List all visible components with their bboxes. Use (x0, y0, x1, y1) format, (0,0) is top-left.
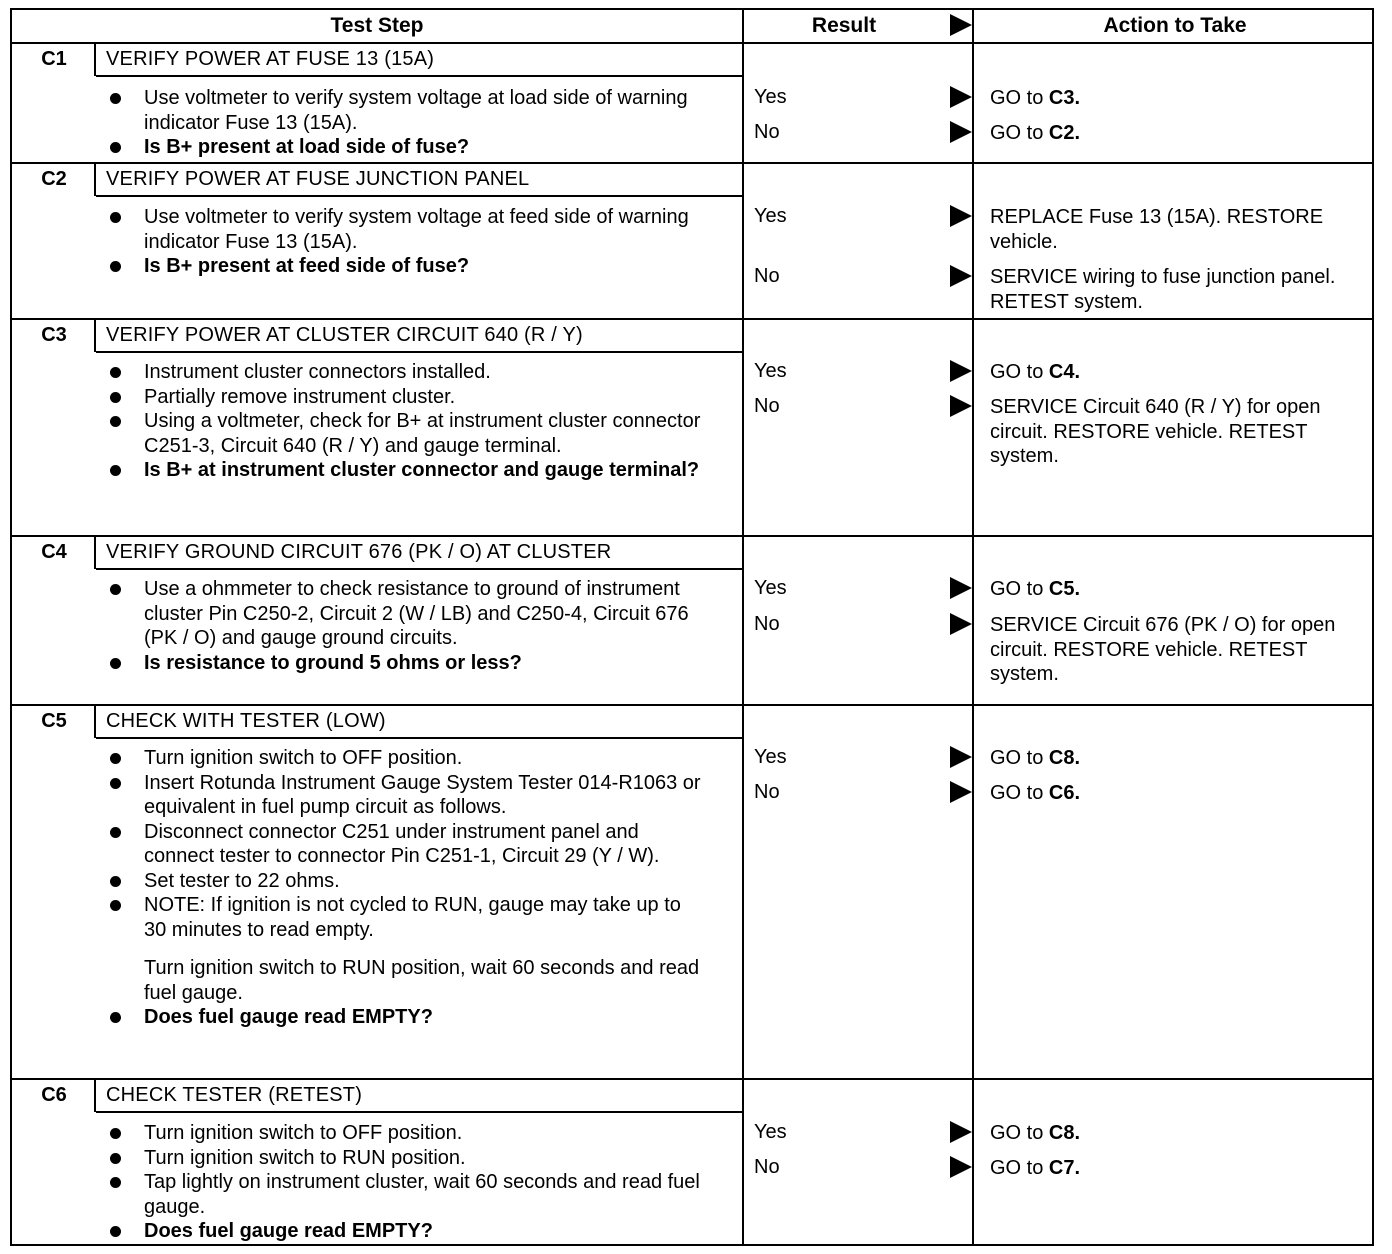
arrow-right-icon (950, 395, 972, 417)
bullet-item: Use voltmeter to verify system voltage at feed side of warning indicator Fuse 13 (15A). (106, 205, 706, 254)
action-text: GO to C8. (990, 747, 1081, 769)
header-test-step: Test Step (330, 14, 424, 37)
step-bullets (106, 86, 706, 160)
action-text: GO to C6. (990, 782, 1081, 804)
arrow-right-icon (950, 1156, 972, 1178)
bullet-item: Use a ohmmeter to check resistance to ground of instrument cluster Pin C250-2, Circuit 2 (W / LB) and C250-4, Circuit 676 (PK / O) and gauge ground circuits. (106, 577, 706, 651)
header-rule (12, 42, 1374, 44)
title-rule (96, 737, 742, 739)
bullet-item: Disconnect connector C251 under instrument panel and connect tester to connector Pin C251-1, Circuit 29 (Y / W). (106, 820, 706, 869)
row-rule (12, 704, 1374, 706)
action-text: GO to C8. (990, 1122, 1081, 1144)
step-id: C2 (41, 168, 67, 190)
arrow-right-icon (950, 86, 972, 108)
title-rule (96, 568, 742, 570)
step-bullets (106, 360, 706, 483)
title-rule (96, 75, 742, 77)
action-step-ref: C6. (1048, 782, 1081, 804)
step-title: CHECK TESTER (RETEST) (106, 1084, 363, 1106)
step-bullets (106, 1121, 706, 1244)
result-no: No (754, 121, 780, 143)
bullet-item: Using a voltmeter, check for B+ at instrument cluster connector C251-3, Circuit 640 (R / Y) and gauge terminal. (106, 409, 706, 458)
action-step-ref: C2. (1048, 122, 1081, 144)
arrow-right-icon (950, 613, 972, 635)
header-arrow-icon (950, 14, 972, 36)
bullet-item: Is resistance to ground 5 ohms or less? (106, 651, 706, 676)
bullet-item: Tap lightly on instrument cluster, wait 60 seconds and read fuel gauge. (106, 1170, 706, 1219)
bullet-item: Is B+ at instrument cluster connector and gauge terminal? (106, 458, 706, 483)
step-title: VERIFY POWER AT CLUSTER CIRCUIT 640 (R / Y) (106, 324, 583, 346)
result-no: No (754, 1156, 780, 1178)
step-title: CHECK WITH TESTER (LOW) (106, 710, 386, 732)
action-text: GO to C5. (990, 578, 1081, 600)
action-text: REPLACE Fuse 13 (15A). RESTORE vehicle. (990, 206, 1324, 253)
action-text: SERVICE wiring to fuse junction panel. RETEST system. (990, 266, 1336, 313)
bullet-item: Instrument cluster connectors installed. (106, 360, 706, 385)
bullet-item: Does fuel gauge read EMPTY? (106, 1005, 706, 1030)
step-title: VERIFY GROUND CIRCUIT 676 (PK / O) AT CLUSTER (106, 541, 612, 563)
bullet-item: NOTE: If ignition is not cycled to RUN, gauge may take up to 30 minutes to read empty. (106, 893, 706, 942)
arrow-right-icon (950, 205, 972, 227)
step-bullets (106, 577, 706, 675)
diagnostic-table (10, 8, 1374, 1246)
arrow-right-icon (950, 746, 972, 768)
header-action: Action to Take (1103, 14, 1247, 37)
step-id: C4 (41, 541, 67, 563)
arrow-right-icon (950, 121, 972, 143)
action-step-ref: C4. (1048, 361, 1081, 383)
step-id: C3 (41, 324, 67, 346)
arrow-right-icon (950, 265, 972, 287)
divider-result (742, 10, 744, 1246)
result-yes: Yes (754, 746, 787, 768)
action-text: GO to C4. (990, 361, 1081, 383)
bullet-item: Turn ignition switch to OFF position. (106, 746, 706, 771)
result-yes: Yes (754, 577, 787, 599)
bullet-item: Partially remove instrument cluster. (106, 385, 706, 410)
step-bullets (106, 205, 706, 279)
action-text: GO to C3. (990, 87, 1081, 109)
result-no: No (754, 781, 780, 803)
step-id: C6 (41, 1084, 67, 1106)
action-step-ref: C5. (1048, 578, 1081, 600)
bullet-item: Is B+ present at load side of fuse? (106, 135, 706, 160)
arrow-right-icon (950, 360, 972, 382)
bullet-item: Turn ignition switch to OFF position. (106, 1121, 706, 1146)
step-note: Turn ignition switch to RUN position, wait 60 seconds and read fuel gauge. (144, 957, 700, 1004)
result-yes: Yes (754, 1121, 787, 1143)
step-bullets (106, 746, 706, 1030)
step-id: C5 (41, 710, 67, 732)
action-text: GO to C7. (990, 1157, 1081, 1179)
divider-action (972, 10, 974, 1246)
row-rule (12, 535, 1374, 537)
action-text: GO to C2. (990, 122, 1081, 144)
action-step-ref: C7. (1048, 1157, 1081, 1179)
result-no: No (754, 395, 780, 417)
bullet-item: Does fuel gauge read EMPTY? (106, 1219, 706, 1244)
title-rule (96, 351, 742, 353)
action-step-ref: C8. (1048, 747, 1081, 769)
title-rule (96, 1111, 742, 1113)
action-step-ref: C8. (1048, 1122, 1081, 1144)
action-text: SERVICE Circuit 640 (R / Y) for open circuit. RESTORE vehicle. RETEST system. (990, 396, 1321, 467)
row-rule (12, 318, 1374, 320)
action-text: SERVICE Circuit 676 (PK / O) for open circuit. RESTORE vehicle. RETEST system. (990, 614, 1336, 685)
result-yes: Yes (754, 360, 787, 382)
arrow-right-icon (950, 781, 972, 803)
bullet-item: Turn ignition switch to RUN position. (106, 1146, 706, 1171)
step-title: VERIFY POWER AT FUSE JUNCTION PANEL (106, 168, 530, 190)
result-no: No (754, 613, 780, 635)
bullet-item: Set tester to 22 ohms. (106, 869, 706, 894)
step-title: VERIFY POWER AT FUSE 13 (15A) (106, 48, 435, 70)
bullet-item: Insert Rotunda Instrument Gauge System Tester 014-R1063 or equivalent in fuel pump circuit as follows. (106, 771, 706, 820)
result-yes: Yes (754, 86, 787, 108)
header-result: Result (811, 14, 877, 37)
bullet-item: Use voltmeter to verify system voltage at load side of warning indicator Fuse 13 (15A). (106, 86, 706, 135)
arrow-right-icon (950, 577, 972, 599)
row-rule (12, 1078, 1374, 1080)
title-rule (96, 195, 742, 197)
result-yes: Yes (754, 205, 787, 227)
result-no: No (754, 265, 780, 287)
row-rule (12, 162, 1374, 164)
arrow-right-icon (950, 1121, 972, 1143)
action-step-ref: C3. (1048, 87, 1081, 109)
step-id: C1 (41, 48, 67, 70)
bullet-item: Is B+ present at feed side of fuse? (106, 254, 706, 279)
